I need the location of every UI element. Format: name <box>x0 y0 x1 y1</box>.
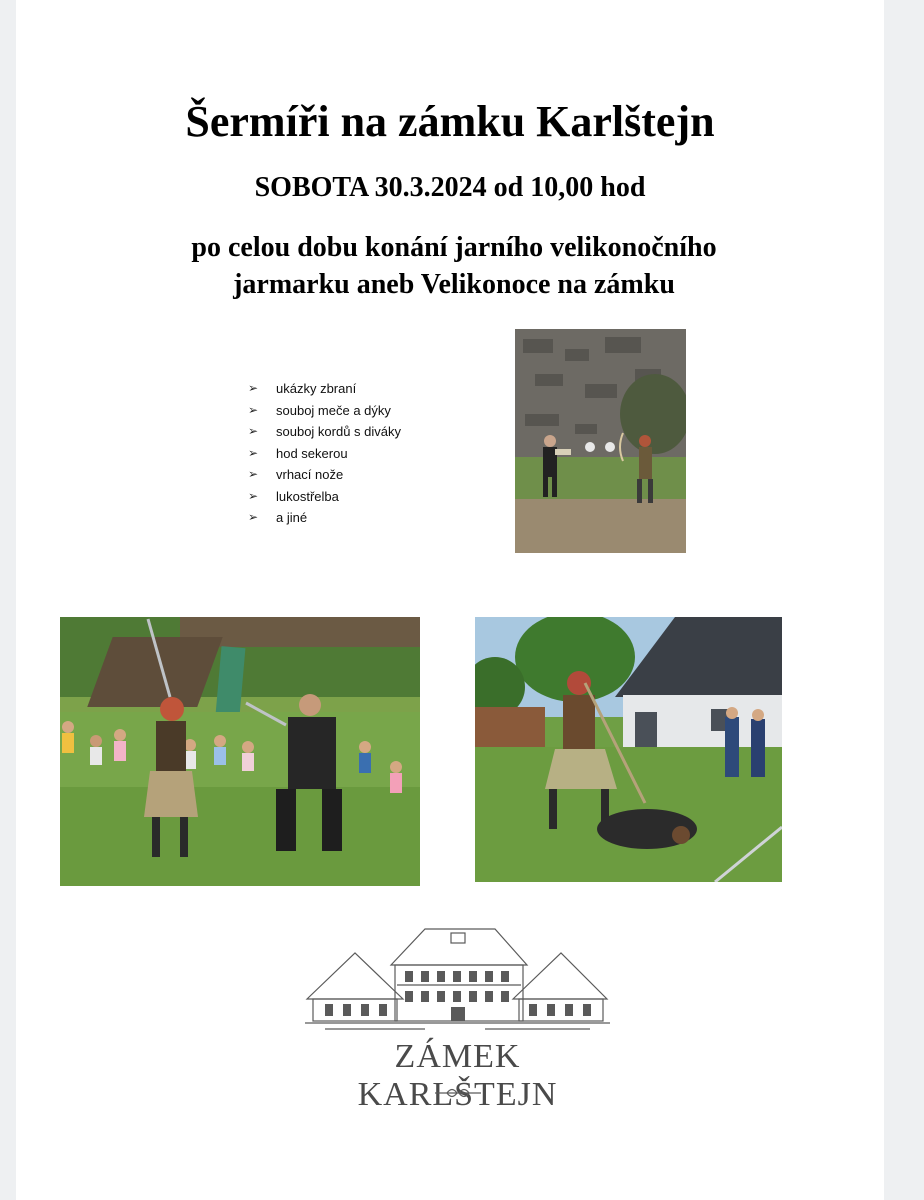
list-item: ➢ lukostřelba <box>248 486 401 508</box>
list-item: ➢ souboj kordů s diváky <box>248 421 401 443</box>
list-item: ➢ vrhací nože <box>248 464 401 486</box>
ornament-icon <box>433 1085 483 1101</box>
subtitle-line-2: jarmarku aneb Velikonoce na zámku <box>233 269 675 300</box>
subtitle-line-1: po celou dobu konání jarního velikonočního <box>191 232 717 263</box>
castle-logo <box>305 925 610 1113</box>
photo-sword-fight <box>60 617 420 886</box>
list-item: ➢ hod sekerou <box>248 443 401 465</box>
photo-archery <box>515 329 686 553</box>
event-subtitle <box>0 229 908 303</box>
arrow-bullet-icon: ➢ <box>248 445 259 460</box>
logo-name: ZÁMEK KARLŠTEJN <box>357 1038 558 1113</box>
list-item: ➢ a jiné <box>248 507 401 529</box>
photo-duel-victory <box>475 617 782 882</box>
arrow-bullet-icon: ➢ <box>248 467 259 481</box>
arrow-bullet-icon: ➢ <box>248 381 259 395</box>
castle-building-icon <box>305 925 610 1035</box>
arrow-bullet-icon: ➢ <box>248 402 259 417</box>
arrow-bullet-icon: ➢ <box>248 510 259 524</box>
arrow-bullet-icon: ➢ <box>248 488 259 503</box>
list-item: ➢ souboj meče a dýky <box>248 400 401 422</box>
event-date: SOBOTA 30.3.2024 od 10,00 hod <box>254 172 646 203</box>
arrow-bullet-icon: ➢ <box>248 424 259 438</box>
list-item: ➢ ukázky zbraní <box>248 378 401 400</box>
poster-title: Šermíři na zámku Karlštejn <box>185 97 715 146</box>
activity-list <box>248 378 401 529</box>
